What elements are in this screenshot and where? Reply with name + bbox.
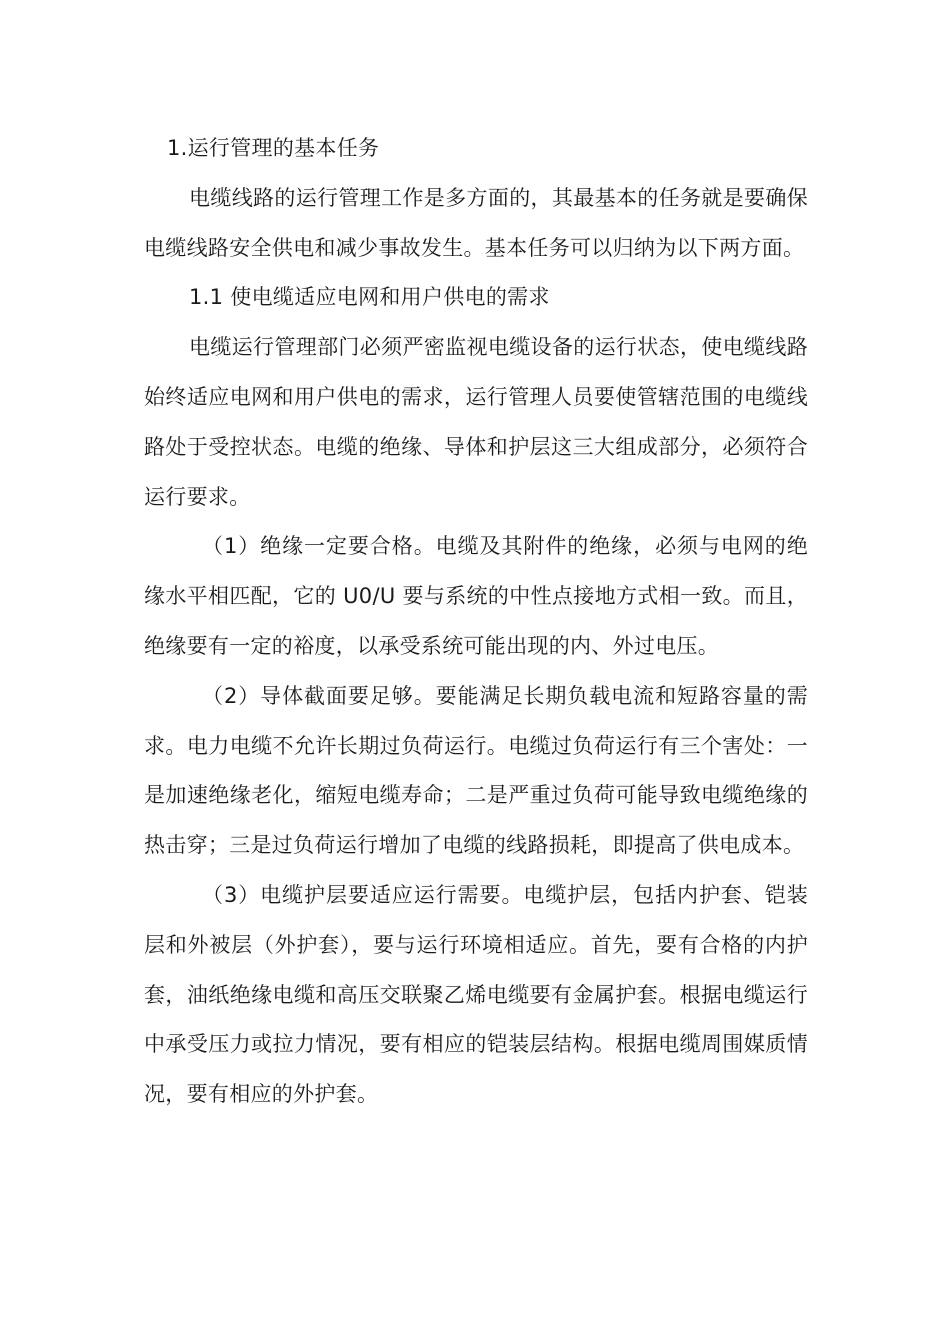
subsection-paragraph: 电缆运行管理部门必须严密监视电缆设备的运行状态，使电缆线路始终适应电网和用户供电的需求，运行管理人员要使管辖范围的电缆线路处于受控状态。电缆的绝缘、导体和护层这三大组成部分，必须符合运行要求。	[144, 335, 808, 509]
list-item-sheath: （3）电缆护层要适应运行需要。电缆护层，包括内护套、铠装层和外被层（外护套），要与运行环境相适应。首先，要有合格的内护套，油纸绝缘电缆和高压交联聚乙烯电缆要有金属护套。根据电缆运行中承受压力或拉力情况，要有相应的铠装层结构。根据电缆周围媒质情况，要有相应的外护套。	[144, 882, 808, 1107]
document-body	[144, 124, 808, 1120]
list-item-conductor: （2）导体截面要足够。要能满足长期负载电流和短路容量的需求。电力电缆不允许长期过负荷运行。电缆过负荷运行有三个害处：一是加速绝缘老化，缩短电缆寿命；二是严重过负荷可能导致电缆绝缘的热击穿；三是过负荷运行增加了电缆的线路损耗，即提高了供电成本。	[144, 683, 808, 858]
section-heading: 1.运行管理的基本任务	[167, 136, 380, 160]
list-item-insulation: （1）绝缘一定要合格。电缆及其附件的绝缘，必须与电网的绝缘水平相匹配，它的 U0/U 要与系统的中性点接地方式相一致。而且，绝缘要有一定的裕度，以承受系统可能出现的内、外过电压。	[144, 534, 808, 658]
intro-paragraph: 电缆线路的运行管理工作是多方面的，其最基本的任务就是要确保电缆线路安全供电和减少事故发生。基本任务可以归纳为以下两方面。	[144, 185, 808, 260]
subsection-heading: 1.1 使电缆适应电网和用户供电的需求	[189, 285, 550, 310]
